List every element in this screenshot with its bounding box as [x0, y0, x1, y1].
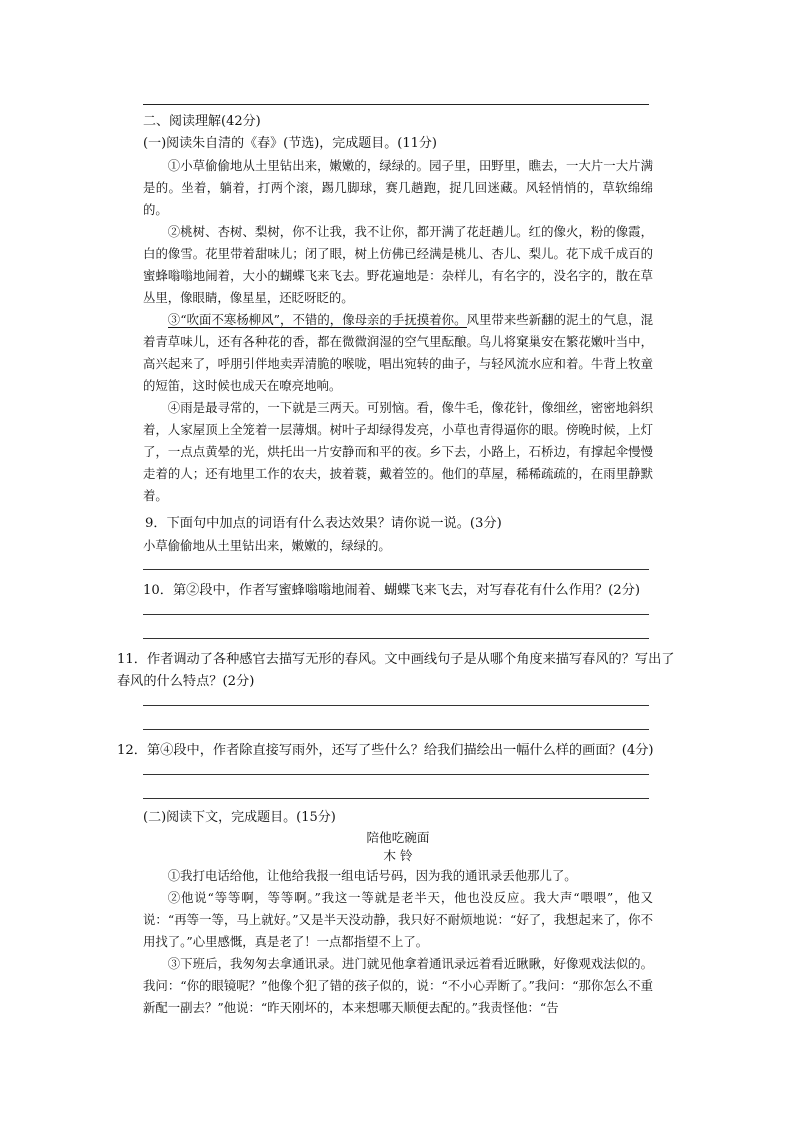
part1-heading: (一)阅读朱自清的《春》(节选)，完成题目。(11分)	[143, 136, 437, 151]
part2-heading: (二)阅读下文，完成题目。(15分)	[143, 810, 336, 825]
passage2-paragraph-2: ②他说“等等啊，等等啊。”我这一等就是老半天，他也没反应。我大声“喂喂”，他又说：“再等一等，马上就好。”又是半天没动静，我只好不耐烦地说：“好了，我想起来了，你不用找了。”心里感慨，真是老了！一点都指望不上了。	[143, 890, 653, 949]
passage1-paragraph-2: ②桃树、杏树、梨树，你不让我，我不让你，都开满了花赶趟儿。红的像火，粉的像霞，白的像雪。花里带着甜味儿；闭了眼，树上仿佛已经满是桃儿、杏儿、梨儿。花下成千成百的蜜蜂嗡嗡地闹着，大小的蝴蝶飞来飞去。野花遍地是：杂样儿，有名字的，没名字的，散在草丛里，像眼睛，像星星，还眨呀眨的。	[143, 224, 653, 305]
top-divider	[143, 104, 649, 105]
passage2-paragraph-3: ③下班后，我匆匆去拿通讯录。进门就见他拿着通讯录远着看近瞅瞅，好像观戏法似的。我问：“你的眼镜呢？”他像个犯了错的孩子似的，说：“不小心弄断了。”我问：“那你怎么不重新配一副去？”他说：“昨天刚坏的，本来想哪天顺便去配的。”我责怪他：“告	[143, 956, 653, 1015]
passage1-paragraph-1: ①小草偷偷地从土里钻出来，嫩嫩的，绿绿的。园子里，田野里，瞧去，一大片一大片满是的。坐着，躺着，打两个滚，踢几脚球，赛几趟跑，捉几回迷藏。风轻悄悄的，草软绵绵的。	[143, 158, 653, 217]
question-11: 11．作者调动了各种感官去描写无形的春风。文中画线句子是从哪个角度来描写春风的？写出了春风的什么特点？(2分)	[117, 652, 675, 689]
paragraph-3-rest: 风里带来些新翻的泥土的气息，混着青草味儿，还有各种花的香，都在微微润湿的空气里酝酿。鸟儿将窠巢安在繁花嫩叶当中，高兴起来了，呼朋引伴地卖弄清脆的喉咙，唱出宛转的曲子，与轻风流水应和着。牛背上牧童的短笛，这时候也成天在嘹亮地响。	[143, 312, 654, 393]
passage1-paragraph-3	[143, 309, 653, 397]
question-9: 9．下面句中加点的词语有什么表达效果？请你说一说。(3分)	[145, 516, 502, 531]
article-author: 木 铃	[383, 848, 413, 863]
answer-line	[143, 569, 649, 570]
answer-line	[143, 729, 649, 730]
passage2-paragraph-1: ①我打电话给他，让他给我报一组电话号码，因为我的通讯录丢他那儿了。	[167, 868, 577, 883]
answer-line	[143, 798, 649, 799]
answer-line	[143, 638, 649, 639]
question-9-answer-area[interactable]	[143, 557, 653, 574]
question-12: 12．第④段中，作者除直接写雨外，还写了些什么？给我们描绘出一幅什么样的画面？(4分)	[117, 743, 654, 758]
question-12-answer-area[interactable]	[143, 762, 653, 803]
answer-line	[143, 774, 649, 775]
section-heading: 二、阅读理解(42分)	[143, 114, 261, 129]
passage1-paragraph-4: ④雨是最寻常的，一下就是三两天。可别恼。看，像牛毛，像花针，像细丝，密密地斜织着，人家屋顶上全笼着一层薄烟。树叶子却绿得发亮，小草也青得逼你的眼。傍晚时候，上灯了，一点点黄晕的光，烘托出一片安静而和平的夜。乡下去，小路上，石桥边，有撑起伞慢慢走着的人；还有地里工作的农夫，披着蓑，戴着笠的。他们的草屋，稀稀疏疏的，在雨里静默着。	[143, 400, 653, 503]
answer-line	[143, 705, 649, 706]
question-10: 10．第②段中，作者写蜜蜂嗡嗡地闹着、蝴蝶飞来飞去，对写春花有什么作用？(2分)	[143, 583, 641, 598]
exam-page	[117, 104, 675, 1019]
question-11-answer-area[interactable]	[143, 693, 653, 734]
underlined-sentence: ③“吹面不寒杨柳风”，不错的，像母亲的手抚摸着你。	[167, 312, 467, 327]
question-9-quote: 小草偷偷地从土里钻出来，嫩嫩的，绿绿的。	[143, 538, 391, 553]
answer-line	[143, 614, 649, 615]
article-title: 陪他吃碗面	[366, 830, 430, 845]
question-10-answer-area[interactable]	[143, 602, 653, 643]
